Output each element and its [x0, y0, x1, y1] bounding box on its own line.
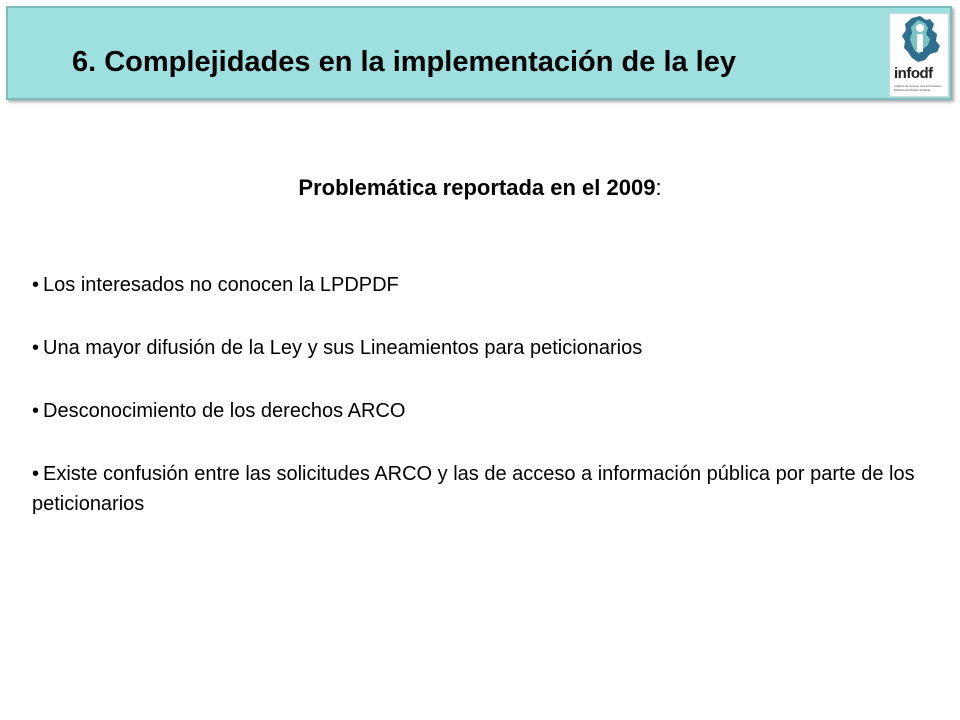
bullet-item	[32, 333, 932, 363]
logo-wordmark: infodf	[894, 65, 933, 82]
logo-caption: Instituto de Acceso a la Información Pública del Distrito Federal	[894, 84, 942, 92]
bullet-list	[32, 270, 932, 552]
bullet-text: Los interesados no conocen la LPDPDF	[43, 274, 399, 296]
subtitle-colon: :	[655, 175, 662, 200]
subtitle-text: Problemática reportada en el 2009	[298, 175, 656, 200]
mexico-city-map-logo-icon	[890, 14, 950, 66]
bullet-item	[32, 270, 932, 300]
bullet-glyph: •	[32, 400, 40, 422]
infodf-logo	[889, 13, 949, 97]
bullet-text: Existe confusión entre las solicitudes ARCO y las de acceso a información pública por parte de los peticionarios	[32, 463, 915, 515]
bullet-text: Una mayor difusión de la Ley y sus Lineamientos para peticionarios	[43, 337, 643, 359]
bullet-item	[32, 396, 932, 426]
bullet-glyph: •	[32, 337, 40, 359]
bullet-item	[32, 459, 932, 519]
slide-title: 6. Complejidades en la implementación de la ley	[72, 46, 736, 78]
bullet-glyph: •	[32, 274, 40, 296]
section-subtitle	[0, 172, 960, 204]
bullet-text: Desconocimiento de los derechos ARCO	[43, 400, 406, 422]
bullet-glyph: •	[32, 463, 40, 485]
